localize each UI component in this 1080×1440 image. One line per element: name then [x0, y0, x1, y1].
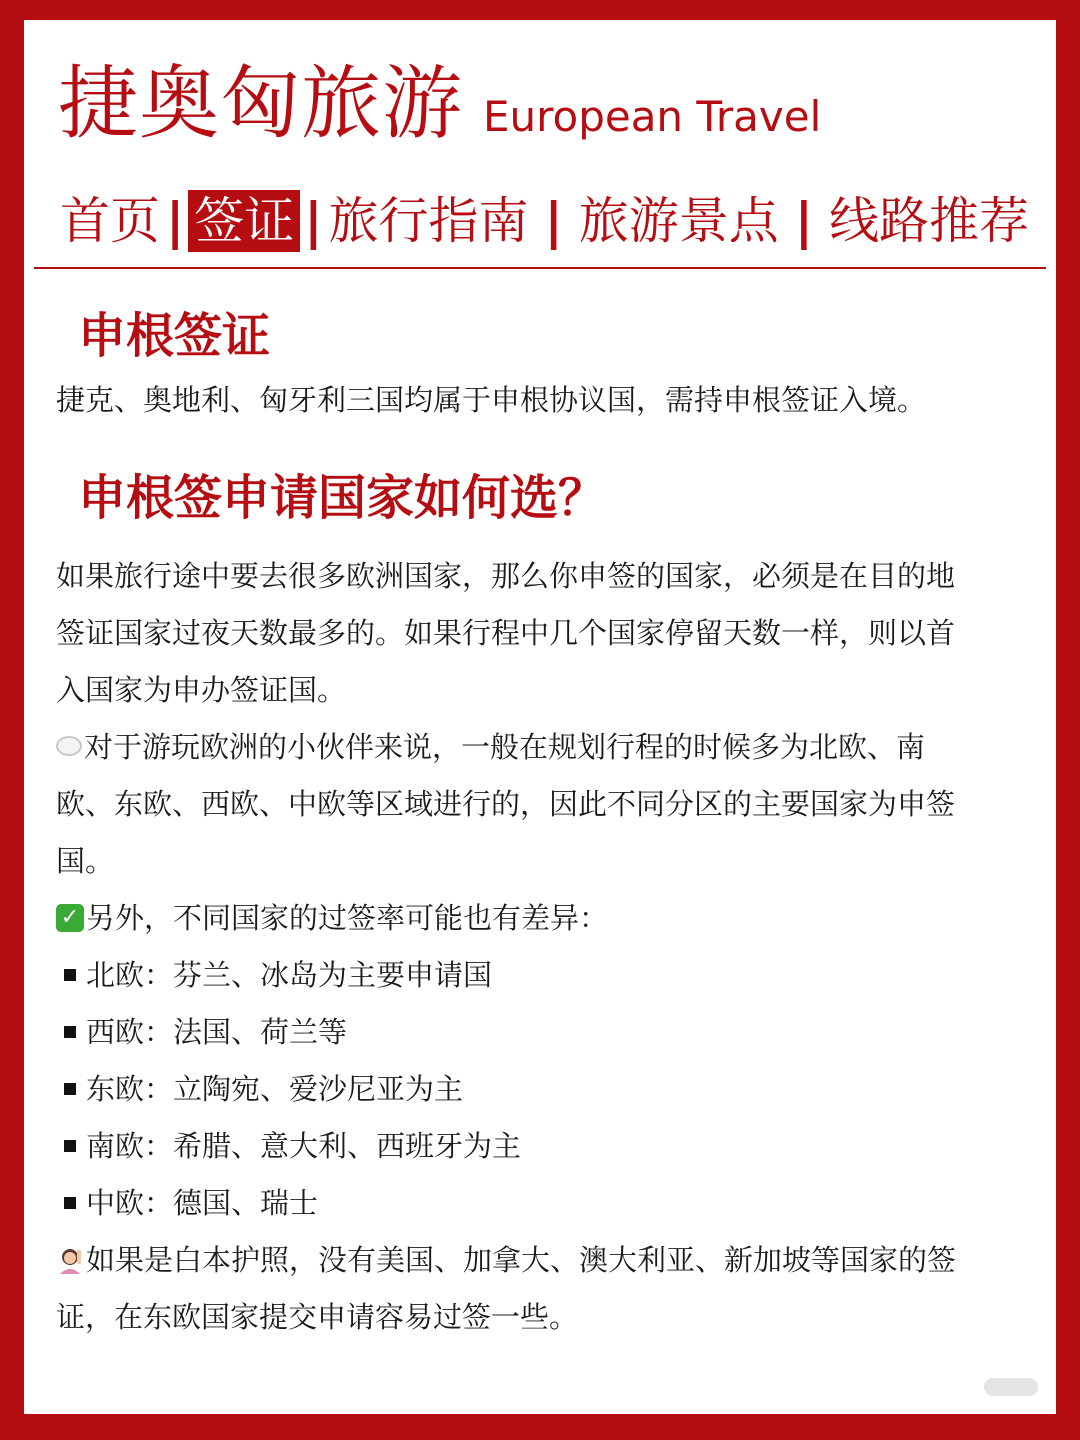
- brand-title-cn: 捷奥匈旅游: [58, 57, 463, 150]
- paragraph-text: 另外，不同国家的过签率可能也有差异：: [86, 901, 609, 935]
- square-bullet-icon: [64, 1026, 76, 1038]
- section-heading-choose-country: 申根签申请国家如何选？: [78, 470, 607, 526]
- nav-separator: |: [304, 192, 323, 250]
- square-bullet-icon: [64, 1197, 76, 1209]
- list-item-text: 中欧：德国、瑞士: [86, 1186, 319, 1220]
- list-item-text: 西欧：法国、荷兰等: [86, 1015, 348, 1049]
- paragraph-text: 如果是白本护照，没有美国、加拿大、澳大利亚、新加坡等国家的签: [86, 1243, 957, 1277]
- square-bullet-icon: [64, 969, 76, 981]
- square-bullet-icon: [64, 1083, 76, 1095]
- watermark-badge: [984, 1378, 1038, 1396]
- nav-separator: |: [794, 192, 814, 250]
- list-item-text: 南欧：希腊、意大利、西班牙为主: [86, 1129, 522, 1163]
- list-item-text: 东欧：立陶宛、爱沙尼亚为主: [86, 1072, 464, 1106]
- list-item: [56, 1118, 1016, 1175]
- paragraph-line: [56, 890, 1016, 947]
- header-divider: [34, 267, 1046, 269]
- paragraph-text: 对于游玩欧洲的小伙伴来说，一般在规划行程的时候多为北欧、南: [84, 730, 926, 764]
- nav-item-visa[interactable]: 签证: [188, 190, 300, 252]
- nav-item-home[interactable]: 首页: [60, 192, 160, 250]
- paragraph-line: [56, 1232, 1016, 1289]
- brand-title-en: European Travel: [483, 92, 822, 141]
- square-bullet-icon: [64, 1140, 76, 1152]
- choose-country-body: [56, 548, 1016, 1346]
- paragraph-line: [56, 719, 1016, 776]
- list-item: [56, 1004, 1016, 1061]
- top-nav: [58, 190, 1031, 252]
- thought-bubble-icon: [56, 736, 82, 756]
- list-item: [56, 1175, 1016, 1232]
- list-item: [56, 1061, 1016, 1118]
- paragraph-line: 证，在东欧国家提交申请容易过签一些。: [56, 1300, 579, 1334]
- paragraph-line: 欧、东欧、西欧、中欧等区域进行的，因此不同分区的主要国家为申签: [56, 787, 956, 821]
- check-mark-icon: ✓: [56, 904, 84, 932]
- schengen-description: [56, 372, 1016, 429]
- paragraph-line: 签证国家过夜天数最多的。如果行程中几个国家停留天数一样，则以首: [56, 616, 956, 650]
- paragraph-line: 入国家为申办签证国。: [56, 673, 347, 707]
- nav-separator: |: [544, 192, 563, 250]
- section-heading-schengen: 申根签证: [78, 308, 271, 364]
- list-item-text: 北欧：芬兰、冰岛为主要申请国: [86, 958, 493, 992]
- brand-header: [58, 57, 822, 150]
- paragraph-line: 捷克、奥地利、匈牙利三国均属于申根协议国，需持申根签证入境。: [56, 383, 927, 417]
- nav-separator: |: [166, 192, 185, 250]
- nav-item-attractions[interactable]: 旅游景点: [578, 192, 779, 250]
- page-content: [24, 20, 1056, 1414]
- paragraph-line: 国。: [56, 844, 115, 878]
- paragraph-line: 如果旅行途中要去很多欧洲国家，那么你申签的国家，必须是在目的地: [56, 559, 956, 593]
- nav-item-guide[interactable]: 旅行指南: [328, 192, 529, 250]
- nav-item-routes[interactable]: 线路推荐: [829, 192, 1030, 250]
- person-raising-hand-icon: [56, 1246, 84, 1274]
- list-item: [56, 947, 1016, 1004]
